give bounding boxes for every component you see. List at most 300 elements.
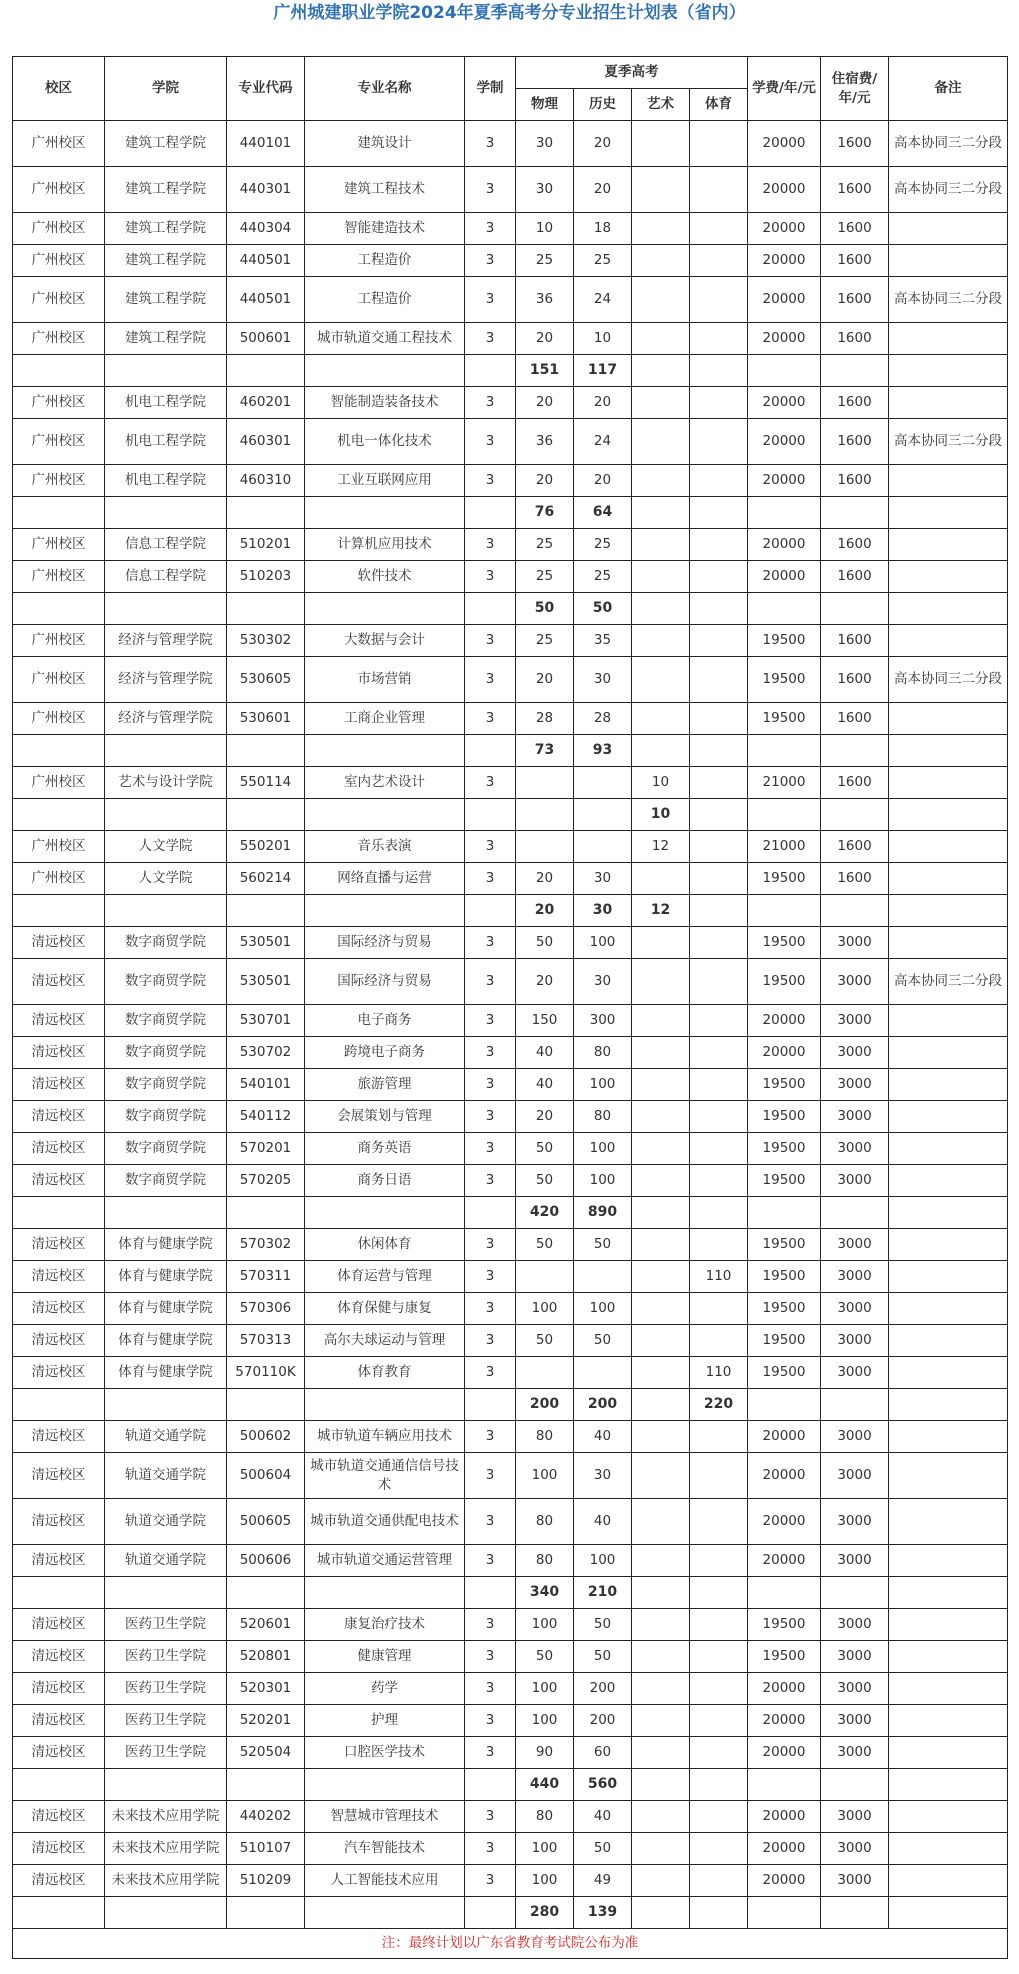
cell-years: 3: [465, 1133, 516, 1165]
cell-campus: 广州校区: [13, 323, 105, 355]
cell-code: 510209: [227, 1865, 305, 1897]
cell-major: 健康管理: [305, 1641, 465, 1673]
cell-empty: [821, 593, 889, 625]
table-row: [13, 465, 1008, 497]
cell-dorm: 1600: [821, 167, 889, 213]
cell-empty: [105, 1389, 227, 1421]
sum-history: 139: [574, 1897, 632, 1929]
cell-campus: 清远校区: [13, 1293, 105, 1325]
cell-empty: [227, 1577, 305, 1609]
cell-pe: [690, 1069, 748, 1101]
cell-empty: [105, 1197, 227, 1229]
cell-major: 休闲体育: [305, 1229, 465, 1261]
table-row: [13, 1737, 1008, 1769]
cell-pe: [690, 1165, 748, 1197]
cell-remark: 高本协同三二分段: [889, 277, 1008, 323]
cell-dorm: 1600: [821, 767, 889, 799]
table-row: [13, 1037, 1008, 1069]
sum-art: [632, 1197, 690, 1229]
table-row: [13, 927, 1008, 959]
cell-pe: [690, 121, 748, 167]
cell-pe: [690, 959, 748, 1005]
cell-dorm: 1600: [821, 561, 889, 593]
cell-college: 医药卫生学院: [105, 1641, 227, 1673]
cell-empty: [889, 497, 1008, 529]
cell-pe: [690, 1037, 748, 1069]
cell-remark: [889, 1865, 1008, 1897]
cell-pe: 110: [690, 1261, 748, 1293]
cell-physics: [516, 1357, 574, 1389]
cell-years: 3: [465, 1453, 516, 1499]
cell-empty: [889, 1577, 1008, 1609]
cell-years: 3: [465, 245, 516, 277]
cell-college: 建筑工程学院: [105, 323, 227, 355]
cell-years: 3: [465, 1545, 516, 1577]
cell-dorm: 3000: [821, 1133, 889, 1165]
sum-art: [632, 1389, 690, 1421]
cell-remark: [889, 1705, 1008, 1737]
cell-dorm: 3000: [821, 1833, 889, 1865]
sum-history: 93: [574, 735, 632, 767]
cell-empty: [821, 735, 889, 767]
cell-major: 城市轨道交通工程技术: [305, 323, 465, 355]
cell-remark: 高本协同三二分段: [889, 167, 1008, 213]
sum-history: 890: [574, 1197, 632, 1229]
cell-empty: [748, 1389, 821, 1421]
cell-history: 30: [574, 1453, 632, 1499]
cell-remark: [889, 927, 1008, 959]
table-row: [13, 1005, 1008, 1037]
cell-empty: [748, 799, 821, 831]
cell-empty: [227, 1769, 305, 1801]
sum-pe: [690, 355, 748, 387]
cell-history: 25: [574, 529, 632, 561]
cell-dorm: 3000: [821, 1609, 889, 1641]
table-row: [13, 1453, 1008, 1499]
cell-college: 数字商贸学院: [105, 1069, 227, 1101]
cell-art: [632, 1705, 690, 1737]
cell-remark: [889, 213, 1008, 245]
cell-major: 计算机应用技术: [305, 529, 465, 561]
header-remark: 备注: [889, 57, 1008, 121]
cell-college: 建筑工程学院: [105, 277, 227, 323]
cell-history: 30: [574, 863, 632, 895]
cell-empty: [13, 1577, 105, 1609]
cell-code: 440304: [227, 213, 305, 245]
cell-remark: [889, 1101, 1008, 1133]
cell-art: [632, 1673, 690, 1705]
cell-years: 3: [465, 277, 516, 323]
cell-empty: [465, 799, 516, 831]
table-row: [13, 1673, 1008, 1705]
cell-history: [574, 831, 632, 863]
subtotal-row: [13, 1769, 1008, 1801]
cell-dorm: 3000: [821, 1165, 889, 1197]
cell-dorm: 1600: [821, 863, 889, 895]
cell-years: 3: [465, 1421, 516, 1453]
cell-pe: [690, 703, 748, 735]
cell-major: 跨境电子商务: [305, 1037, 465, 1069]
cell-years: 3: [465, 625, 516, 657]
cell-pe: [690, 1673, 748, 1705]
cell-physics: 50: [516, 1165, 574, 1197]
cell-code: 440501: [227, 245, 305, 277]
cell-dorm: 3000: [821, 1357, 889, 1389]
cell-campus: 清远校区: [13, 1069, 105, 1101]
header-dorm: 住宿费/年/元: [821, 57, 889, 121]
cell-empty: [227, 1897, 305, 1929]
cell-campus: 清远校区: [13, 1705, 105, 1737]
cell-empty: [13, 1769, 105, 1801]
sum-physics: 76: [516, 497, 574, 529]
cell-tuition: 20000: [748, 1499, 821, 1545]
header-summer-exam: 夏季高考: [516, 57, 748, 89]
cell-code: 570306: [227, 1293, 305, 1325]
cell-remark: [889, 831, 1008, 863]
cell-pe: [690, 625, 748, 657]
table-row: [13, 1069, 1008, 1101]
cell-empty: [465, 593, 516, 625]
cell-campus: 广州校区: [13, 387, 105, 419]
cell-years: 3: [465, 465, 516, 497]
cell-dorm: 1600: [821, 529, 889, 561]
cell-major: 智能建造技术: [305, 213, 465, 245]
cell-history: [574, 767, 632, 799]
cell-history: 40: [574, 1801, 632, 1833]
cell-dorm: 3000: [821, 1801, 889, 1833]
cell-empty: [227, 355, 305, 387]
cell-tuition: 20000: [748, 1705, 821, 1737]
cell-pe: [690, 863, 748, 895]
cell-campus: 广州校区: [13, 167, 105, 213]
cell-history: 20: [574, 387, 632, 419]
cell-campus: 广州校区: [13, 863, 105, 895]
cell-major: 市场营销: [305, 657, 465, 703]
cell-dorm: 1600: [821, 465, 889, 497]
cell-years: 3: [465, 1673, 516, 1705]
cell-art: [632, 213, 690, 245]
cell-pe: [690, 1293, 748, 1325]
cell-major: 机电一体化技术: [305, 419, 465, 465]
cell-major: 旅游管理: [305, 1069, 465, 1101]
cell-pe: [690, 1229, 748, 1261]
table-row: [13, 1801, 1008, 1833]
table-row: [13, 703, 1008, 735]
cell-campus: 广州校区: [13, 561, 105, 593]
cell-tuition: 20000: [748, 1545, 821, 1577]
cell-physics: 28: [516, 703, 574, 735]
table-row: [13, 1101, 1008, 1133]
cell-code: 530605: [227, 657, 305, 703]
cell-tuition: 20000: [748, 277, 821, 323]
subtotal-row: [13, 593, 1008, 625]
cell-empty: [821, 355, 889, 387]
cell-empty: [821, 799, 889, 831]
sum-physics: 420: [516, 1197, 574, 1229]
cell-art: [632, 1005, 690, 1037]
table-row: [13, 625, 1008, 657]
cell-tuition: 19500: [748, 863, 821, 895]
table-row: [13, 1229, 1008, 1261]
cell-history: 30: [574, 657, 632, 703]
table-body: [13, 121, 1008, 1929]
cell-empty: [889, 1769, 1008, 1801]
cell-art: [632, 529, 690, 561]
cell-remark: [889, 465, 1008, 497]
cell-history: 30: [574, 959, 632, 1005]
cell-history: 50: [574, 1229, 632, 1261]
cell-remark: [889, 1453, 1008, 1499]
cell-campus: 清远校区: [13, 959, 105, 1005]
cell-pe: [690, 245, 748, 277]
cell-physics: 100: [516, 1609, 574, 1641]
table-row: [13, 387, 1008, 419]
cell-tuition: 19500: [748, 703, 821, 735]
cell-history: 24: [574, 277, 632, 323]
cell-history: 10: [574, 323, 632, 355]
cell-campus: 广州校区: [13, 767, 105, 799]
cell-dorm: 3000: [821, 1673, 889, 1705]
cell-empty: [227, 1389, 305, 1421]
cell-tuition: 19500: [748, 657, 821, 703]
cell-physics: [516, 1261, 574, 1293]
cell-remark: [889, 245, 1008, 277]
cell-dorm: 3000: [821, 1421, 889, 1453]
cell-campus: 清远校区: [13, 1865, 105, 1897]
cell-major: 建筑工程技术: [305, 167, 465, 213]
cell-code: 570313: [227, 1325, 305, 1357]
cell-tuition: 19500: [748, 1261, 821, 1293]
cell-empty: [748, 1769, 821, 1801]
cell-empty: [105, 895, 227, 927]
cell-physics: [516, 767, 574, 799]
cell-years: 3: [465, 1357, 516, 1389]
footnote: 注：最终计划以广东省教育考试院公布为准: [13, 1929, 1008, 1959]
sum-pe: [690, 497, 748, 529]
cell-tuition: 19500: [748, 1101, 821, 1133]
table-row: [13, 1545, 1008, 1577]
cell-empty: [748, 1577, 821, 1609]
cell-campus: 清远校区: [13, 1545, 105, 1577]
cell-physics: 10: [516, 213, 574, 245]
cell-physics: 20: [516, 1101, 574, 1133]
cell-campus: 广州校区: [13, 657, 105, 703]
cell-empty: [13, 1197, 105, 1229]
cell-college: 机电工程学院: [105, 465, 227, 497]
cell-remark: [889, 387, 1008, 419]
cell-major: 高尔夫球运动与管理: [305, 1325, 465, 1357]
cell-pe: 110: [690, 1357, 748, 1389]
cell-dorm: 3000: [821, 1069, 889, 1101]
subtotal-row: [13, 799, 1008, 831]
cell-dorm: 1600: [821, 657, 889, 703]
cell-art: [632, 1261, 690, 1293]
cell-tuition: 20000: [748, 561, 821, 593]
cell-physics: 30: [516, 121, 574, 167]
cell-tuition: 20000: [748, 1737, 821, 1769]
header-code: 专业代码: [227, 57, 305, 121]
cell-dorm: 1600: [821, 625, 889, 657]
cell-code: 520201: [227, 1705, 305, 1737]
cell-remark: [889, 1229, 1008, 1261]
cell-physics: 80: [516, 1499, 574, 1545]
cell-pe: [690, 1833, 748, 1865]
cell-empty: [889, 1389, 1008, 1421]
cell-art: [632, 703, 690, 735]
cell-remark: [889, 1609, 1008, 1641]
cell-empty: [465, 1197, 516, 1229]
cell-pe: [690, 927, 748, 959]
cell-dorm: 3000: [821, 1005, 889, 1037]
cell-tuition: 19500: [748, 1357, 821, 1389]
cell-code: 500605: [227, 1499, 305, 1545]
table-row: [13, 1833, 1008, 1865]
cell-major: 口腔医学技术: [305, 1737, 465, 1769]
cell-empty: [821, 1389, 889, 1421]
cell-history: 100: [574, 1133, 632, 1165]
cell-physics: 36: [516, 277, 574, 323]
cell-campus: 广州校区: [13, 831, 105, 863]
cell-pe: [690, 1005, 748, 1037]
cell-remark: 高本协同三二分段: [889, 121, 1008, 167]
cell-empty: [105, 593, 227, 625]
cell-pe: [690, 1865, 748, 1897]
cell-campus: 清远校区: [13, 1133, 105, 1165]
cell-college: 经济与管理学院: [105, 703, 227, 735]
cell-physics: 20: [516, 863, 574, 895]
cell-remark: [889, 1357, 1008, 1389]
cell-dorm: 3000: [821, 1545, 889, 1577]
header-tuition: 学费/年/元: [748, 57, 821, 121]
cell-major: 工商企业管理: [305, 703, 465, 735]
cell-remark: [889, 1325, 1008, 1357]
header-years: 学制: [465, 57, 516, 121]
table-row: [13, 277, 1008, 323]
cell-tuition: 20000: [748, 213, 821, 245]
sum-physics: 340: [516, 1577, 574, 1609]
cell-code: 500604: [227, 1453, 305, 1499]
cell-pe: [690, 323, 748, 355]
header-physics: 物理: [516, 89, 574, 121]
cell-college: 轨道交通学院: [105, 1421, 227, 1453]
cell-college: 体育与健康学院: [105, 1261, 227, 1293]
cell-art: [632, 1609, 690, 1641]
cell-college: 机电工程学院: [105, 419, 227, 465]
cell-college: 数字商贸学院: [105, 1037, 227, 1069]
cell-code: 520601: [227, 1609, 305, 1641]
sum-history: 210: [574, 1577, 632, 1609]
cell-college: 未来技术应用学院: [105, 1865, 227, 1897]
cell-history: 50: [574, 1609, 632, 1641]
cell-dorm: 3000: [821, 1229, 889, 1261]
cell-empty: [821, 895, 889, 927]
cell-campus: 清远校区: [13, 1673, 105, 1705]
subtotal-row: [13, 497, 1008, 529]
cell-empty: [889, 799, 1008, 831]
cell-physics: 25: [516, 625, 574, 657]
cell-physics: 90: [516, 1737, 574, 1769]
cell-campus: 清远校区: [13, 1801, 105, 1833]
cell-major: 商务英语: [305, 1133, 465, 1165]
cell-physics: 20: [516, 465, 574, 497]
sum-history: 200: [574, 1389, 632, 1421]
cell-tuition: 20000: [748, 1801, 821, 1833]
cell-code: 520301: [227, 1673, 305, 1705]
cell-empty: [821, 1577, 889, 1609]
cell-college: 体育与健康学院: [105, 1229, 227, 1261]
cell-code: 500601: [227, 323, 305, 355]
cell-physics: 50: [516, 1325, 574, 1357]
cell-remark: [889, 1165, 1008, 1197]
cell-art: [632, 959, 690, 1005]
cell-college: 建筑工程学院: [105, 213, 227, 245]
subtotal-row: [13, 1389, 1008, 1421]
cell-empty: [13, 735, 105, 767]
sum-history: 64: [574, 497, 632, 529]
cell-dorm: 1600: [821, 387, 889, 419]
cell-tuition: 19500: [748, 1069, 821, 1101]
cell-code: 510203: [227, 561, 305, 593]
cell-pe: [690, 1101, 748, 1133]
table-row: [13, 767, 1008, 799]
cell-history: 80: [574, 1037, 632, 1069]
cell-art: 12: [632, 831, 690, 863]
cell-years: 3: [465, 1101, 516, 1133]
subtotal-row: [13, 1577, 1008, 1609]
cell-years: 3: [465, 927, 516, 959]
cell-history: 40: [574, 1499, 632, 1545]
cell-history: 20: [574, 465, 632, 497]
cell-campus: 清远校区: [13, 927, 105, 959]
cell-years: 3: [465, 1737, 516, 1769]
cell-remark: [889, 1421, 1008, 1453]
cell-empty: [227, 799, 305, 831]
cell-dorm: 3000: [821, 1865, 889, 1897]
cell-empty: [465, 1769, 516, 1801]
cell-code: 550201: [227, 831, 305, 863]
cell-empty: [465, 1389, 516, 1421]
cell-major: 城市轨道交通供配电技术: [305, 1499, 465, 1545]
cell-college: 信息工程学院: [105, 529, 227, 561]
cell-college: 轨道交通学院: [105, 1499, 227, 1545]
cell-empty: [227, 593, 305, 625]
cell-major: 智能制造装备技术: [305, 387, 465, 419]
cell-tuition: 19500: [748, 1165, 821, 1197]
cell-empty: [13, 799, 105, 831]
cell-dorm: 3000: [821, 1737, 889, 1769]
sum-art: [632, 593, 690, 625]
cell-physics: 25: [516, 245, 574, 277]
cell-college: 人文学院: [105, 831, 227, 863]
cell-art: [632, 121, 690, 167]
cell-code: 550114: [227, 767, 305, 799]
cell-campus: 清远校区: [13, 1357, 105, 1389]
cell-code: 440101: [227, 121, 305, 167]
cell-code: 530701: [227, 1005, 305, 1037]
cell-history: 200: [574, 1673, 632, 1705]
cell-campus: 广州校区: [13, 277, 105, 323]
cell-major: 体育保健与康复: [305, 1293, 465, 1325]
subtotal-row: [13, 735, 1008, 767]
sum-pe: [690, 799, 748, 831]
cell-history: 25: [574, 245, 632, 277]
cell-physics: 150: [516, 1005, 574, 1037]
cell-dorm: 1600: [821, 213, 889, 245]
cell-empty: [748, 895, 821, 927]
cell-major: 室内艺术设计: [305, 767, 465, 799]
cell-campus: 清远校区: [13, 1261, 105, 1293]
table-row: [13, 529, 1008, 561]
